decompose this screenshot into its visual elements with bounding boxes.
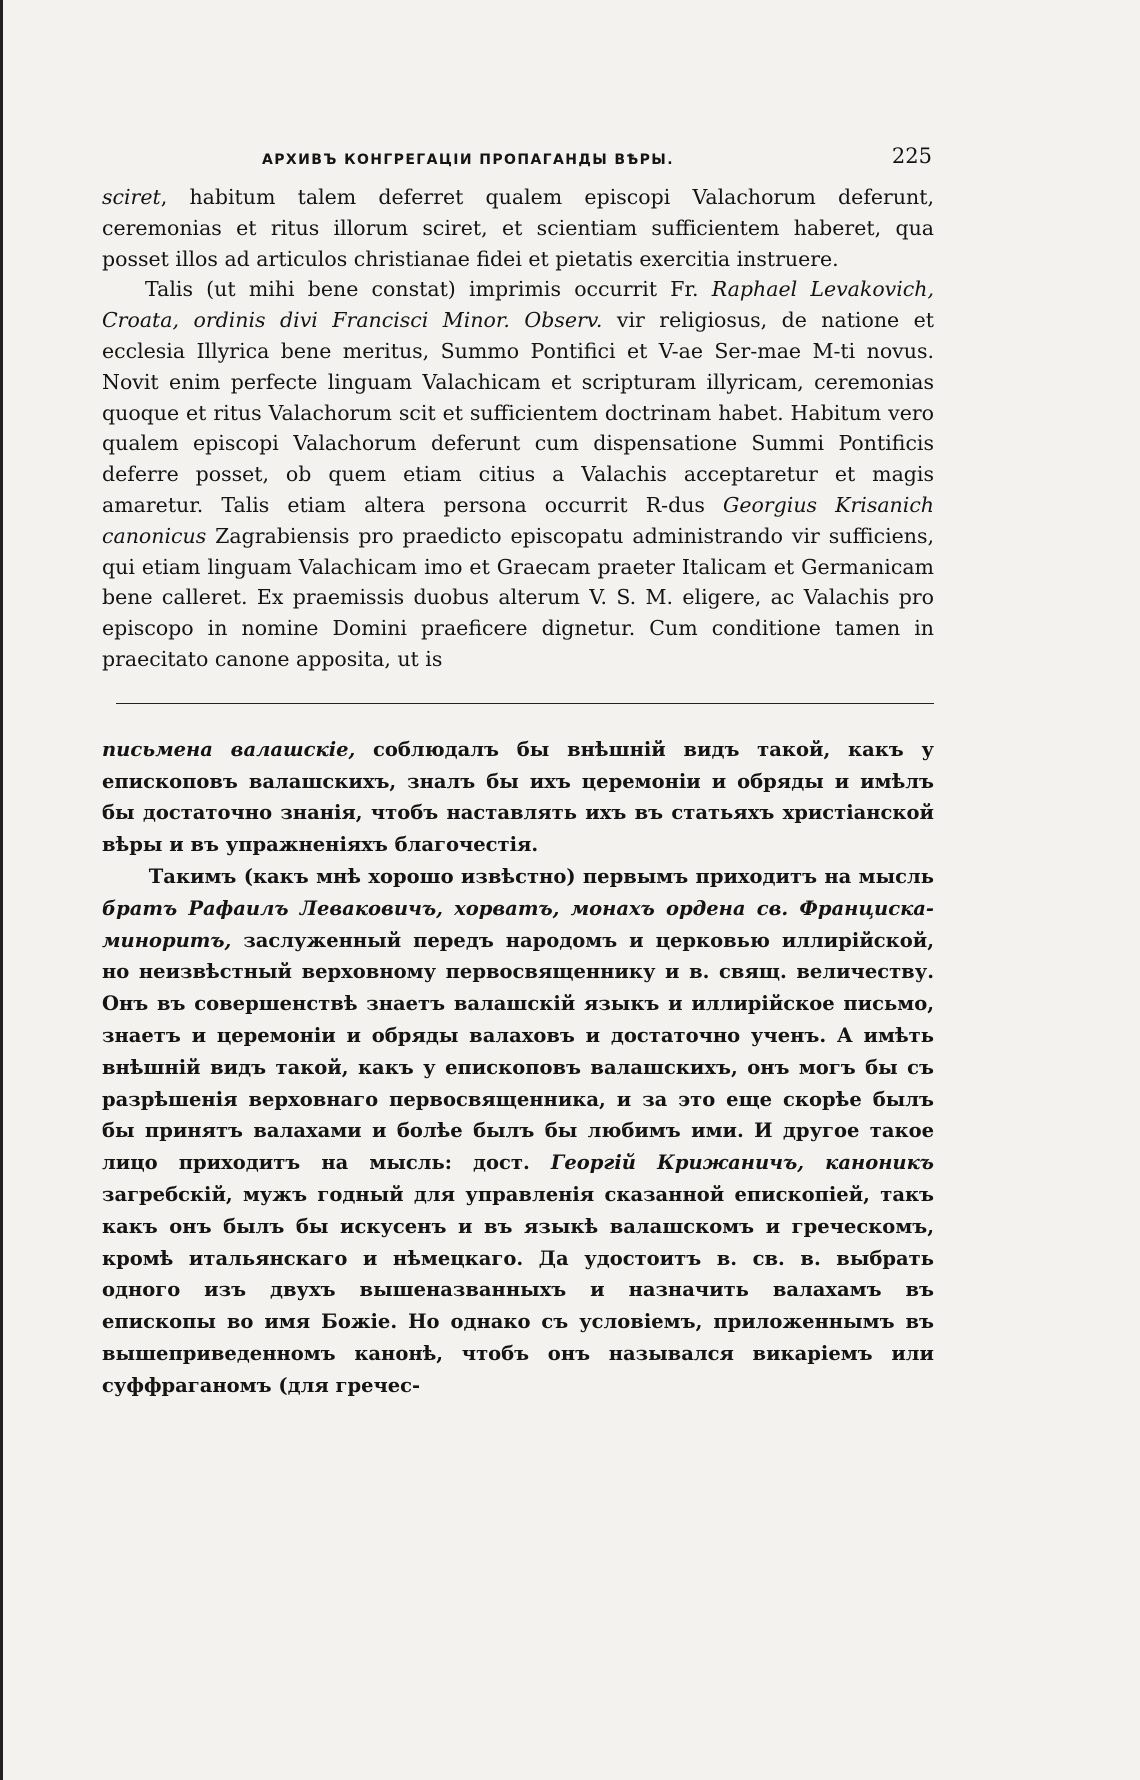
russian-p2-text-3: загребскій, мужъ годный для управленія сказанной епископіей, такъ какъ онъ былъ бы искусенъ и въ языкѣ валашскомъ и греческомъ, кромѣ итальянскаго и нѣмецкаго. Да удостоитъ в. св. в. выбрать одного изъ двухъ вышеназванныхъ и назначить валахамъ въ епископы во имя Божіе. Но однако съ условіемъ, приложеннымъ въ вышеприведенномъ канонѣ, чтобъ онъ назывался викаріемъ или суффраганомъ (для гречес- xyxy=(102,1182,934,1397)
running-header xyxy=(102,138,934,172)
latin-italic-levakovich: Raphael Levakovich, Croata, ordinis divi Francisci Minor. Observ. xyxy=(102,277,934,333)
running-header-title: АРХИВЪ КОНГРЕГАЦІИ ПРОПАГАНДЫ ВѢРЫ. xyxy=(262,152,674,168)
latin-p1-text: , habitum talem deferret qualem episcopi Valachorum deferunt, ceremonias et ritus illorum sciret, et scientiam sufficientem haberet, qua posset illos ad articulos christianae fidei et pietatis exercitia instruere. xyxy=(102,185,934,271)
page-number: 225 xyxy=(891,144,932,168)
document-page xyxy=(102,138,934,1401)
russian-p2-text-2: заслуженный передъ народомъ и церковью иллирійской, но неизвѣстный верховному первосвященнику и в. свящ. величеству. Онъ въ совершенствѣ знаетъ валашскій языкъ и иллирійское письмо, знаетъ и церемоніи и обряды валаховъ и достаточно ученъ. А имѣть внѣшній видъ такой, какъ у епископовъ валашскихъ, онъ могъ бы съ разрѣшенія верховнаго первосвященника, и за это еще скорѣе былъ бы принятъ валахами и болѣе былъ бы любимъ ими. И другое такое лицо приходитъ на мысль: дост. xyxy=(102,928,934,1175)
latin-p2-text-2: vir religiosus, de natione et ecclesia Illyrica bene meritus, Summo Pontifici et V-ae Ser-mae M-ti novus. Novit enim perfecte linguam Valachicam et scripturam illyricam, ceremonias quoque et ritus Valachorum scit et sufficientem doctrinam habet. Habitum vero qualem episcopi Valachorum deferunt cum dispensatione Summi Pontificis deferre posset, ob quem etiam citius a Valachis acceptaretur et magis amaretur. Talis etiam altera persona occurrit R-dus xyxy=(102,308,934,517)
binding-edge xyxy=(0,0,3,1780)
russian-p1-text: соблюдалъ бы внѣшній видъ такой, какъ у епископовъ валашскихъ, зналъ бы ихъ церемоніи и обряды и имѣлъ бы достаточно знанія, чтобъ наставлять ихъ въ статьяхъ христіанской вѣры и въ упражненіяхъ благочестія. xyxy=(102,737,934,857)
russian-italic-pismena: письмена валашскіе, xyxy=(102,737,356,761)
latin-text-section xyxy=(102,182,934,675)
russian-paragraph-1 xyxy=(102,734,934,861)
latin-p2-text-1: Talis (ut mihi bene constat) imprimis occurrit Fr. xyxy=(145,277,712,302)
latin-p2-text-3: Zagrabiensis pro praedicto episcopatu administrando vir sufficiens, qui etiam linguam Valachicam imo et Graecam praeter Italicam et Germanicam bene calleret. Ex praemissis duobus alterum V. S. M. eligere, ac Valachis pro episcopo in nomine Domini praeficere dignetur. Cum conditione tamen in praecitato canone apposita, ut is xyxy=(102,523,934,671)
russian-translation-section xyxy=(102,734,934,1402)
latin-italic-sciret: sciret xyxy=(102,185,161,209)
russian-italic-krizhanich: Георгій Крижаничъ, каноникъ xyxy=(550,1151,934,1175)
latin-paragraph-1 xyxy=(102,182,934,274)
section-divider xyxy=(116,703,934,704)
russian-p2-text-1: Такимъ (какъ мнѣ хорошо извѣстно) первымъ приходитъ на мысль xyxy=(148,864,934,888)
latin-italic-krisanich: Georgius Krisanich canonicus xyxy=(102,492,935,548)
russian-paragraph-2 xyxy=(102,861,934,1402)
latin-paragraph-2 xyxy=(102,274,934,674)
russian-italic-levakovich: братъ Рафаилъ Леваковичъ, хорватъ, монахъ ордена св. Франциска-миноритъ, xyxy=(102,896,934,952)
